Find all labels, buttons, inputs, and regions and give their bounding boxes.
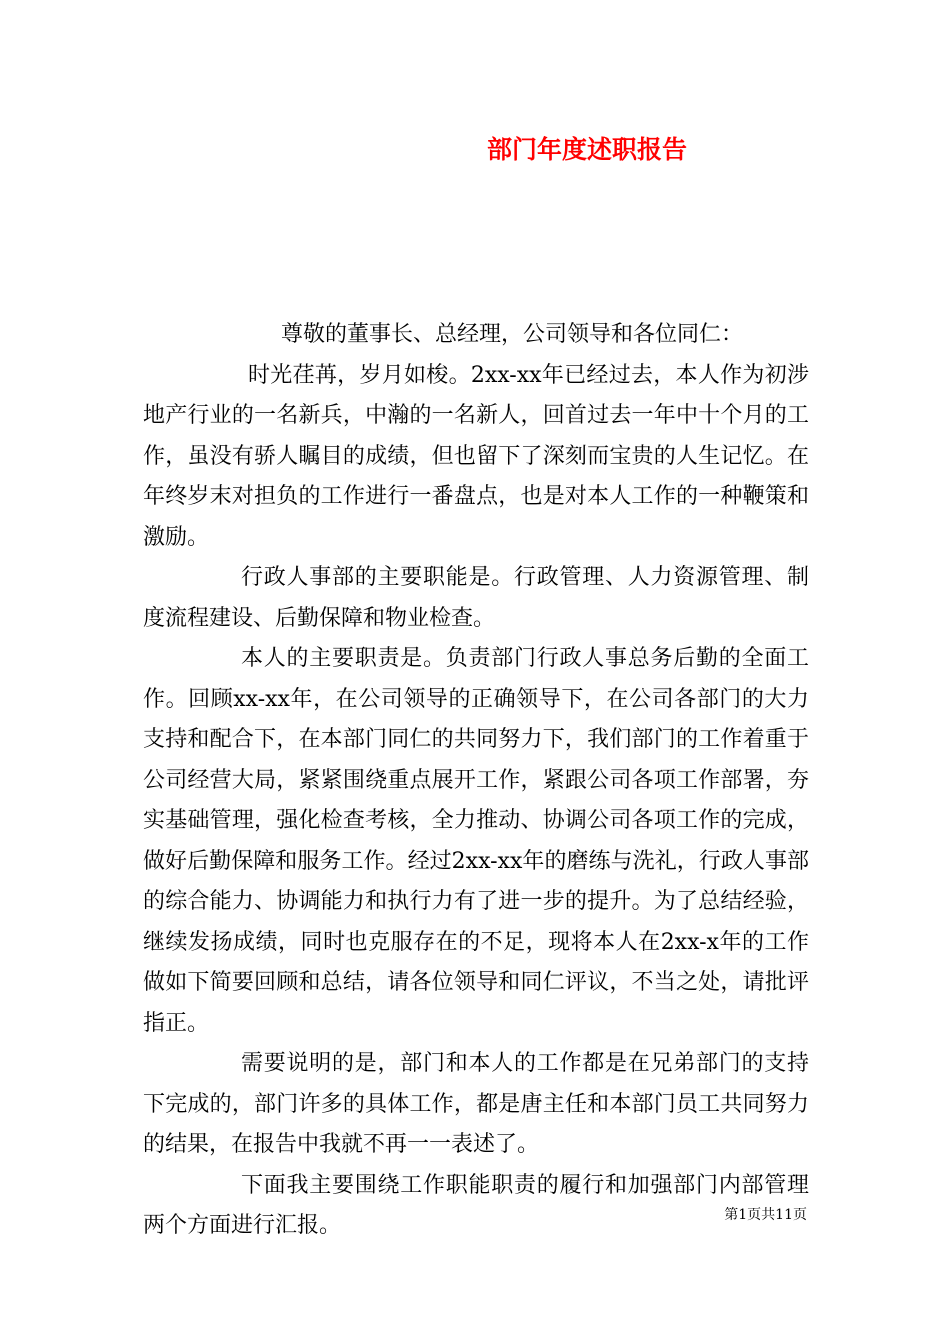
salutation: 尊敬的董事长、总经理，公司领导和各位同仁： — [281, 322, 744, 347]
paragraph-4: 需要说明的是，部门和本人的工作都是在兄弟部门的支持下完成的，部门许多的具体工作，都是唐主任和本部门员工共同努力的结果，在报告中我就不再一一表述了。 — [143, 1051, 809, 1157]
paragraph-2: 行政人事部的主要职能是。行政管理、人力资源管理、制度流程建设、后勤保障和物业检查。 — [143, 565, 809, 631]
paragraph-1: 时光荏苒，岁月如梭。2xx-xx年已经过去，本人作为初涉地产行业的一名新兵，中瀚的一名新人，回首过去一年中十个月的工作，虽没有骄人瞩目的成绩，但也留下了深刻而宝贵的人生记忆。在年终岁末对担负的工作进行一番盘点，也是对本人工作的一种鞭策和激励。 — [143, 362, 809, 550]
document-body — [143, 315, 809, 1247]
document-title: 部门年度述职报告 — [487, 135, 688, 164]
paragraph-3: 本人的主要职责是。负责部门行政人事总务后勤的全面工作。回顾xx-xx年，在公司领导的正确领导下，在公司各部门的大力支持和配合下，在本部门同仁的共同努力下，我们部门的工作着重于公司经营大局，紧紧围绕重点展开工作，紧跟公司各项工作部署，夯实基础管理，强化检查考核，全力推动、协调公司各项工作的完成，做好后勤保障和服务工作。经过2xx-xx年的磨练与洗礼，行政人事部的综合能力、协调能力和执行力有了进一步的提升。为了总结经验，继续发扬成绩，同时也克服存在的不足，现将本人在2xx-x年的工作做如下简要回顾和总结，请各位领导和同仁评议，不当之处，请批评指正。 — [143, 646, 809, 1036]
paragraph-5: 下面我主要围绕工作职能职责的履行和加强部门内部管理两个方面进行汇报。 — [143, 1172, 809, 1238]
page-number-footer: 第1页共11页 — [724, 1207, 807, 1223]
